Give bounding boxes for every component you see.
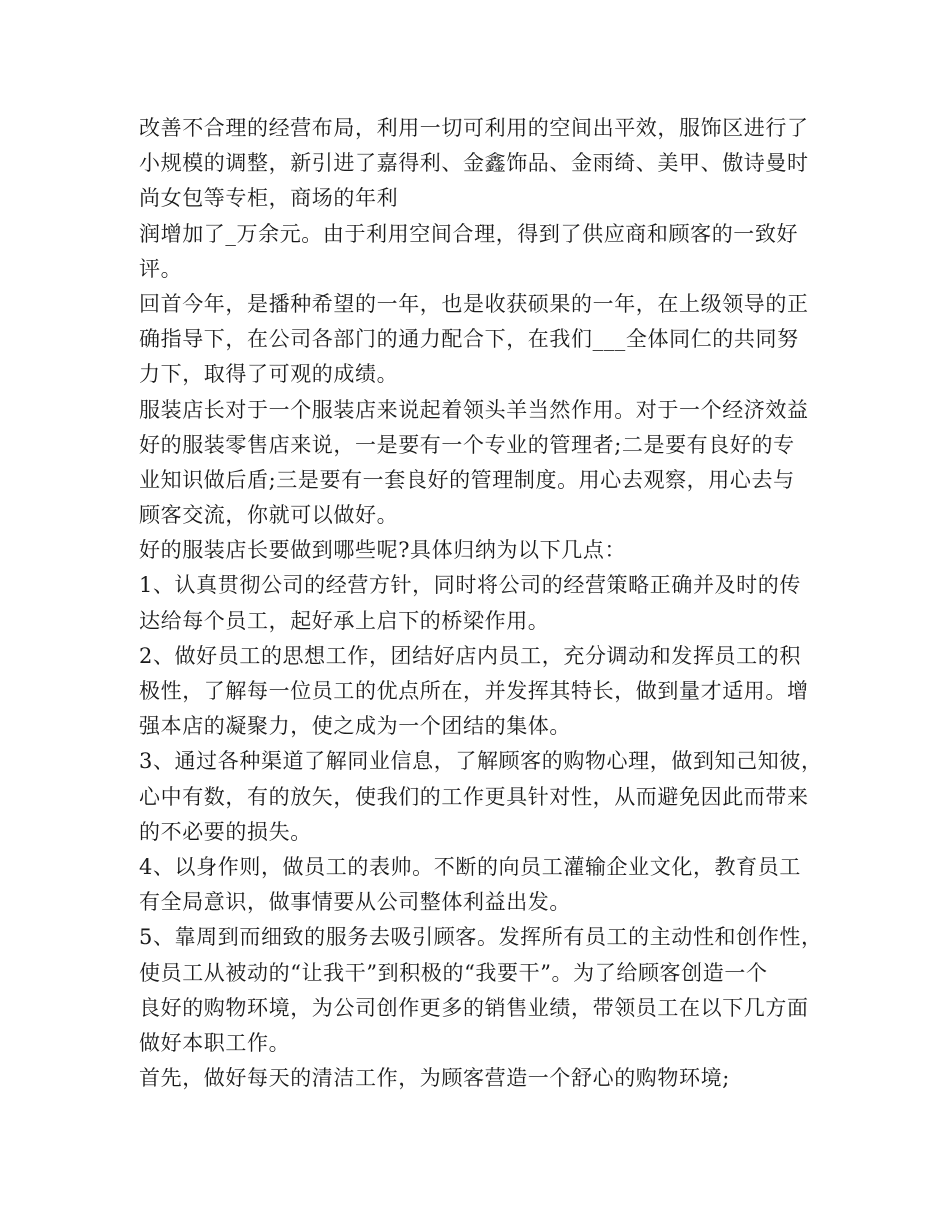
text-line: 确指导下，在公司各部门的通力配合下，在我们___全体同仁的共同努 — [139, 327, 799, 352]
text-line: 润增加了_万余元。由于利用空间合理，得到了供应商和顾客的一致好 — [139, 221, 799, 246]
text-line: 有全局意识，做事情要从公司整体利益出发。 — [139, 890, 571, 915]
text-line: 2、做好员工的思想工作，团结好店内员工，充分调动和发挥员工的积 — [139, 643, 801, 668]
text-line: 1、认真贯彻公司的经营方针，同时将公司的经营策略正确并及时的传 — [139, 573, 801, 598]
text-line: 4、以身作则，做员工的表帅。不断的向员工灌输企业文化，教育员工 — [139, 854, 801, 879]
text-line: 改善不合理的经营布局，利用一切可利用的空间出平效，服饰区进行了 — [139, 116, 809, 140]
text-line: 服装店长对于一个服装店来说起着领头羊当然作用。对于一个经济效益 — [139, 397, 809, 422]
text-line: 好的服装店长要做到哪些呢?具体归纳为以下几点： — [139, 538, 627, 563]
text-line: 好的服装零售店来说，一是要有一个专业的管理者;二是要有良好的专 — [139, 432, 795, 457]
text-line: 强本店的凝聚力，使之成为一个团结的集体。 — [139, 714, 571, 739]
text-line: 达给每个员工，起好承上启下的桥梁作用。 — [139, 608, 550, 633]
text-line: 回首今年，是播种希望的一年，也是收获硕果的一年，在上级领导的正 — [139, 291, 809, 316]
text-line: 力下，取得了可观的成绩。 — [139, 362, 399, 387]
text-line: 使员工从被动的“让我干”到积极的“我要干”。为了给顾客创造一个 — [139, 960, 768, 985]
text-line: 极性，了解每一位员工的优点所在，并发挥其特长，做到量才适用。增 — [139, 679, 809, 703]
text-line: 5、靠周到而细致的服务去吸引顾客。发挥所有员工的主动性和创作性， — [139, 925, 823, 950]
text-line: 做好本职工作。 — [139, 1030, 291, 1055]
text-line: 评。 — [139, 256, 183, 281]
text-line: 良好的购物环境，为公司创作更多的销售业绩，带领员工在以下几方面 — [139, 995, 809, 1020]
text-line: 首先，做好每天的清洁工作，为顾客营造一个舒心的购物环境; — [139, 1066, 730, 1091]
text-line: 尚女包等专柜，商场的年利 — [139, 186, 399, 211]
text-line: 3、通过各种渠道了解同业信息，了解顾客的购物心理，做到知己知彼， — [139, 749, 823, 774]
text-line: 业知识做后盾;三是要有一套良好的管理制度。用心去观察，用心去与 — [139, 467, 795, 492]
text-line: 的不必要的损失。 — [139, 819, 312, 844]
document-body — [139, 111, 829, 1096]
text-line: 心中有数，有的放矢，使我们的工作更具针对性，从而避免因此而带来 — [139, 784, 809, 809]
text-line: 小规模的调整，新引进了嘉得利、金鑫饰品、金雨绮、美甲、傲诗曼时 — [139, 151, 809, 176]
text-line: 顾客交流，你就可以做好。 — [139, 503, 399, 528]
